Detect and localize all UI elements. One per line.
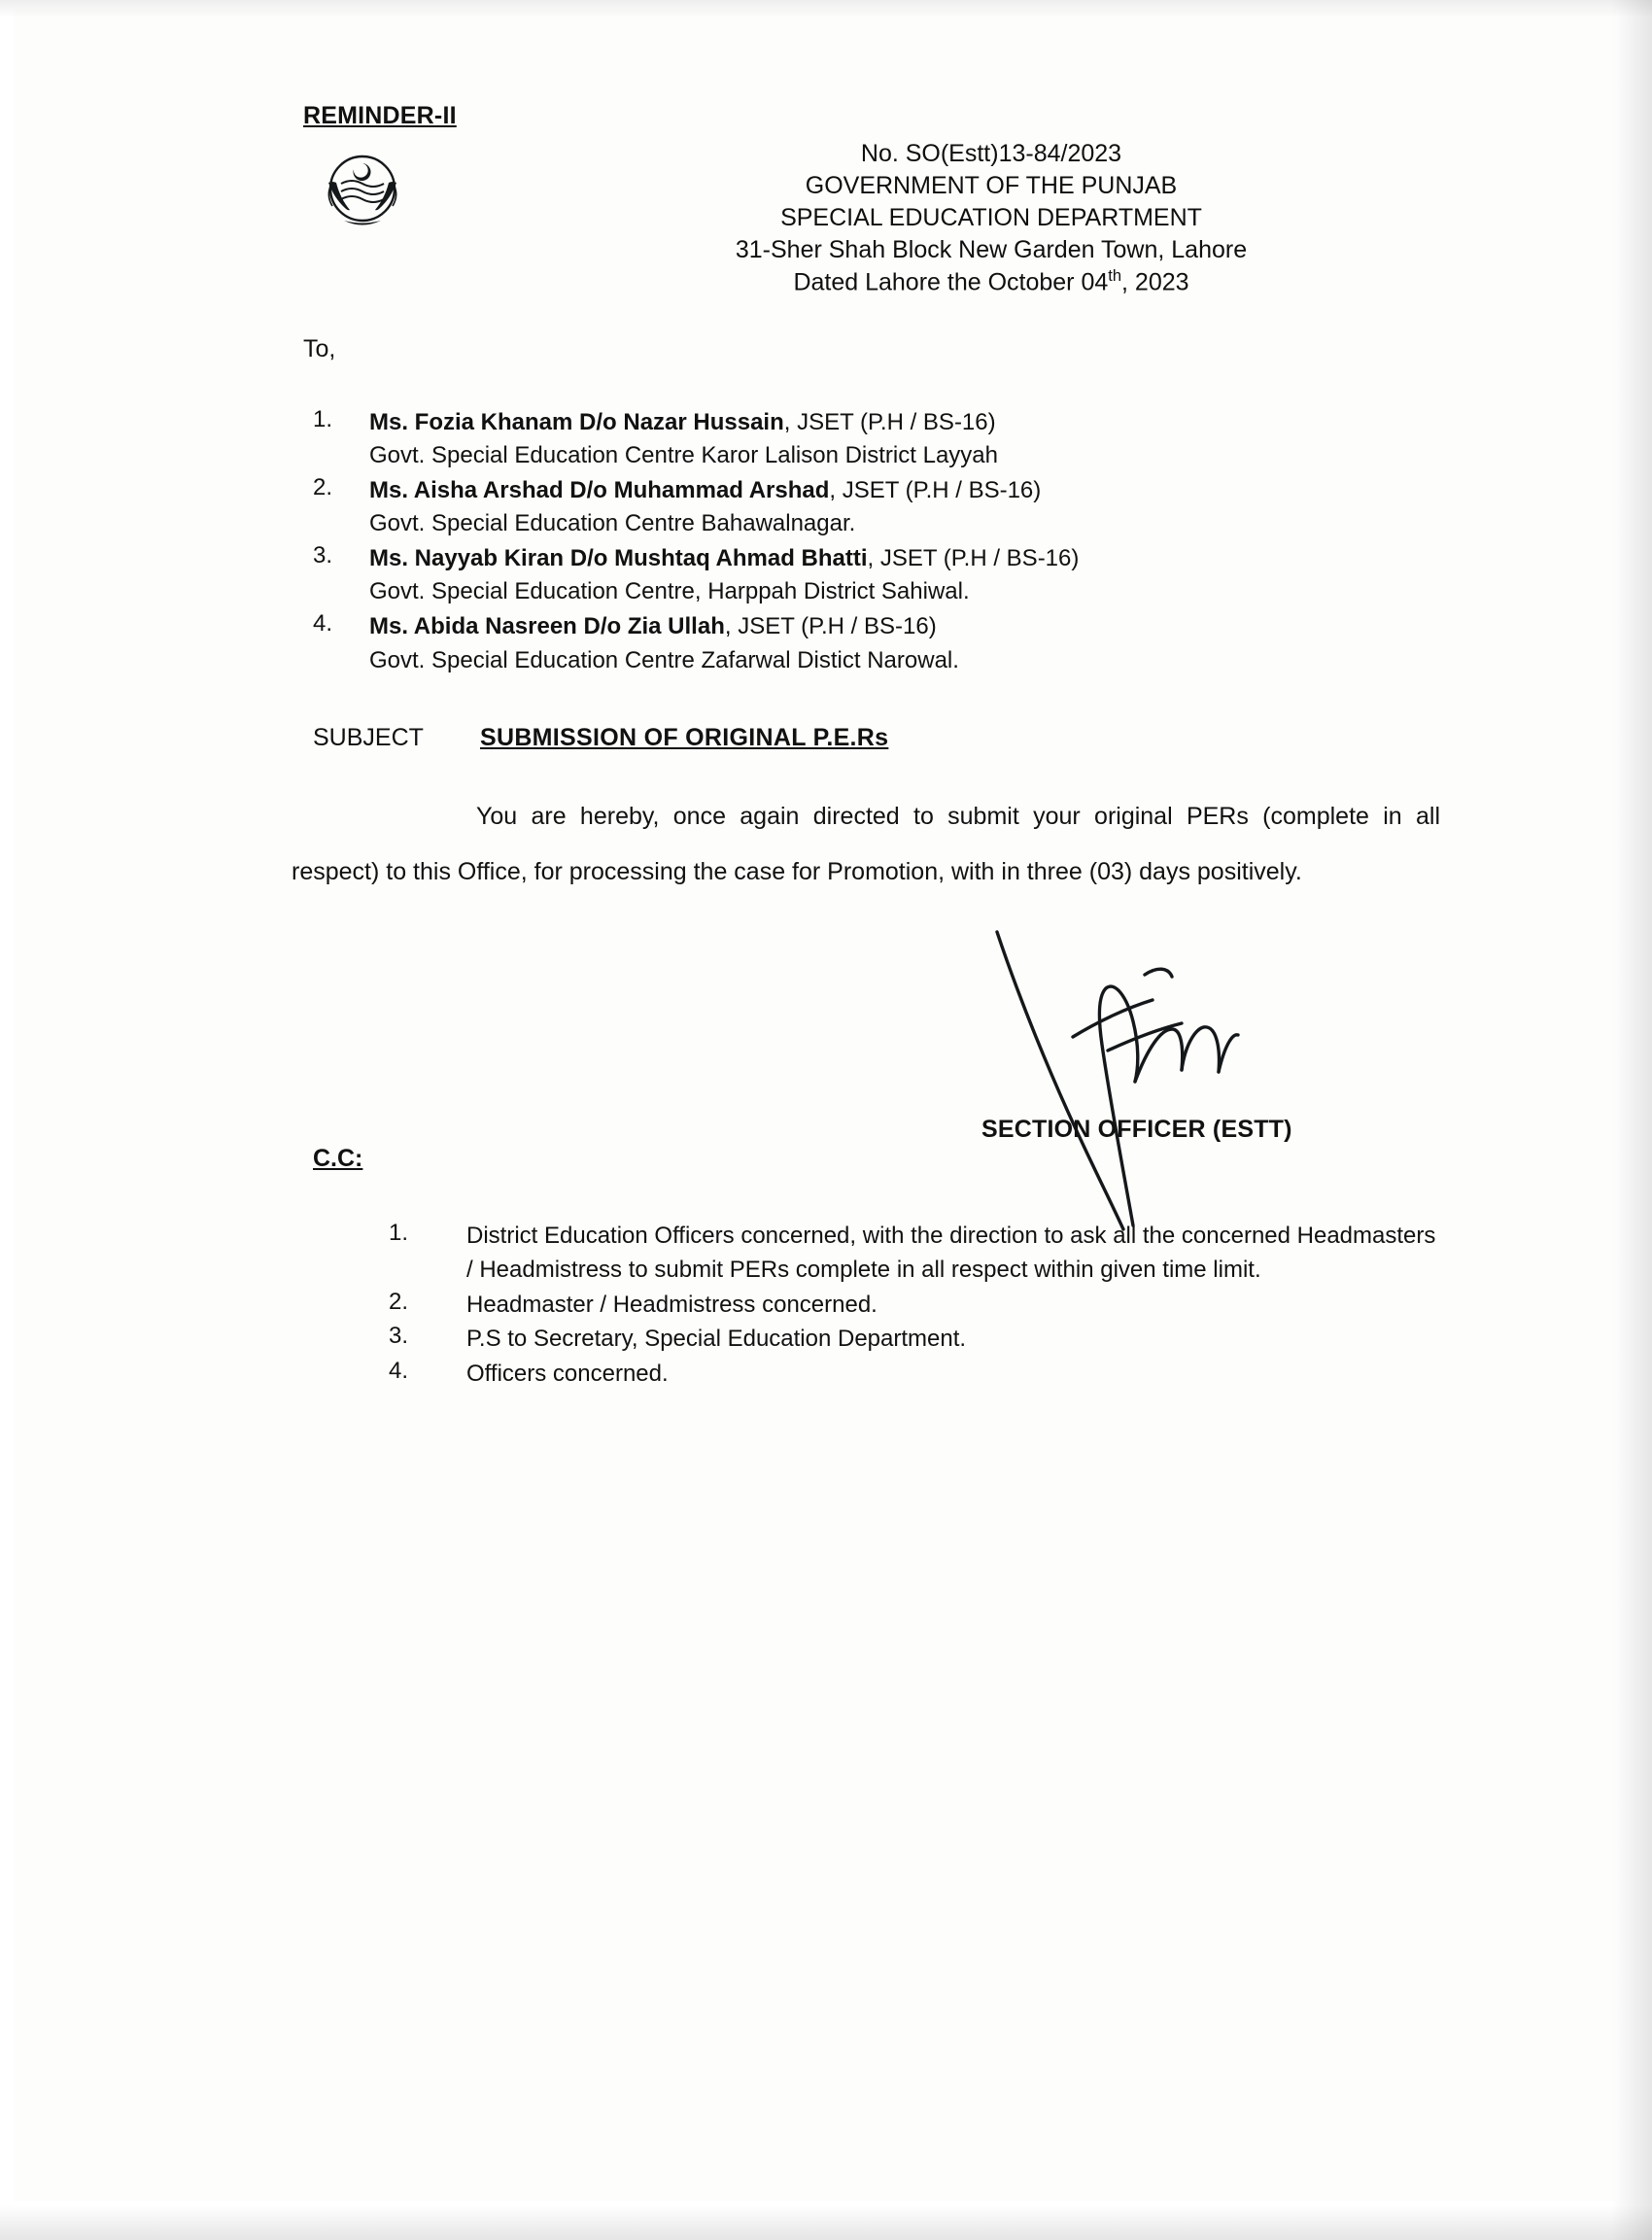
cc-number: 3.: [389, 1323, 409, 1350]
recipient-designation: , JSET (P.H / BS-16): [783, 409, 996, 435]
list-item: [389, 1358, 1448, 1392]
government-name: GOVERNMENT OF THE PUNJAB: [805, 172, 1178, 199]
recipient-designation: , JSET (P.H / BS-16): [867, 545, 1080, 572]
recipient-details: [369, 610, 1460, 676]
recipient-name: Ms. Abida Nasreen D/o Zia Ullah: [369, 613, 725, 640]
cc-list: [389, 1220, 1448, 1393]
cc-number: 1.: [389, 1220, 409, 1246]
office-address: 31-Sher Shah Block New Garden Town, Lahore: [735, 236, 1248, 263]
subject-label: SUBJECT: [313, 724, 424, 751]
recipient-number: 1.: [313, 406, 333, 432]
cc-text: Officers concerned.: [466, 1361, 669, 1388]
scan-shadow-right: [1611, 0, 1652, 2240]
list-item: [313, 610, 1460, 676]
cc-number: 2.: [389, 1288, 409, 1315]
recipient-number: 3.: [313, 542, 333, 569]
letter-date: [544, 266, 1438, 298]
list-item: [313, 542, 1460, 608]
cc-text: District Education Officers concerned, with the direction to ask all the concerned Headmasters / Headmistress to submit PERs complete in all respect within given time limit.: [466, 1223, 1436, 1283]
paper-sheet: [14, 10, 1615, 2201]
cc-label: C.C:: [313, 1145, 363, 1172]
recipient-details: [369, 406, 1460, 472]
recipient-details: [369, 474, 1460, 540]
list-item: [389, 1220, 1448, 1288]
reminder-heading: REMINDER-II: [303, 102, 457, 129]
list-item: [313, 474, 1460, 540]
punjab-government-emblem-icon: [311, 144, 414, 237]
recipient-address: Govt. Special Education Centre Zafarwal Distict Narowal.: [369, 646, 959, 673]
recipient-details: [369, 542, 1460, 608]
cc-number: 4.: [389, 1358, 409, 1385]
department-name: SPECIAL EDUCATION DEPARTMENT: [780, 204, 1202, 231]
list-item: [389, 1289, 1448, 1323]
recipient-list: [313, 406, 1460, 679]
cc-text: P.S to Secretary, Special Education Department.: [466, 1326, 967, 1353]
recipient-address: Govt. Special Education Centre, Harppah District Sahiwal.: [369, 578, 970, 605]
cc-text: Headmaster / Headmistress concerned.: [466, 1291, 878, 1318]
letterhead: [544, 138, 1438, 298]
reference-number: No. SO(Estt)13-84/2023: [860, 140, 1122, 167]
recipient-designation: , JSET (P.H / BS-16): [829, 477, 1042, 504]
recipient-number: 4.: [313, 610, 333, 638]
letter-body: You are hereby, once again directed to submit your original PERs (complete in all respect) to this Office, for processing the case for Promotion, with in three (03) days positively.: [292, 803, 1440, 885]
date-prefix: Dated Lahore the October 04: [793, 268, 1109, 296]
date-ordinal-suffix: th: [1108, 267, 1122, 285]
subject-value: SUBMISSION OF ORIGINAL P.E.Rs: [480, 724, 889, 751]
list-item: [313, 406, 1460, 472]
scan-shadow-bottom: [0, 2205, 1652, 2240]
signatory-title: SECTION OFFICER (ESTT): [981, 1116, 1292, 1143]
to-label: To,: [303, 335, 336, 362]
recipient-address: Govt. Special Education Centre Karor Lalison District Layyah: [369, 442, 998, 469]
recipient-designation: , JSET (P.H / BS-16): [724, 613, 937, 640]
recipient-name: Ms. Fozia Khanam D/o Nazar Hussain: [369, 409, 784, 435]
subject-line: [313, 724, 888, 752]
recipient-name: Ms. Aisha Arshad D/o Muhammad Arshad: [369, 477, 830, 504]
list-item: [389, 1323, 1448, 1357]
date-suffix: , 2023: [1121, 268, 1189, 296]
recipient-number: 2.: [313, 474, 333, 501]
recipient-name: Ms. Nayyab Kiran D/o Mushtaq Ahmad Bhatti: [369, 545, 868, 572]
recipient-address: Govt. Special Education Centre Bahawalnagar.: [369, 510, 856, 537]
